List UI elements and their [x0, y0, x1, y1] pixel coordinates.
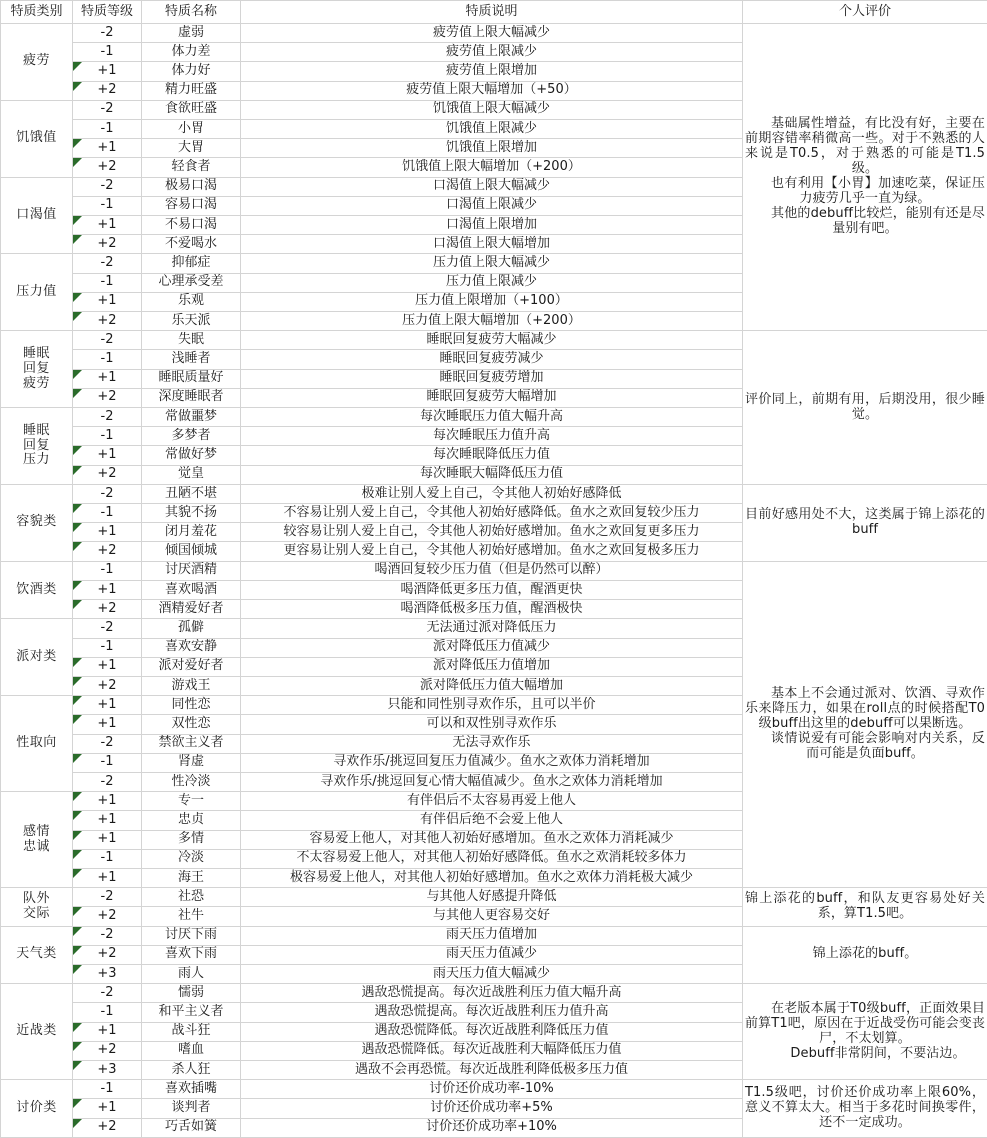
trait-name-cell: 喜欢下雨 — [142, 945, 241, 964]
evaluation-cell — [743, 926, 987, 984]
category-cell: 性取向 — [1, 696, 73, 792]
level-cell: -2 — [73, 24, 142, 43]
trait-description-cell: 讨价还价成功率-10% — [241, 1080, 743, 1099]
category-cell: 睡眠 回复 疲劳 — [1, 331, 73, 408]
level-cell: +1 — [73, 696, 142, 715]
trait-name-cell: 社牛 — [142, 907, 241, 926]
table-row — [1, 24, 987, 43]
trait-description-cell: 疲劳值上限减少 — [241, 43, 743, 62]
trait-name-cell: 同性恋 — [142, 696, 241, 715]
trait-description-cell: 极难让别人爱上自己，令其他人初始好感降低 — [241, 484, 743, 503]
level-cell: +2 — [73, 907, 142, 926]
trait-name-cell: 雨人 — [142, 964, 241, 983]
trait-description-cell: 每次睡眠大幅降低压力值 — [241, 465, 743, 484]
trait-name-cell: 精力旺盛 — [142, 81, 241, 100]
trait-name-cell: 极易口渴 — [142, 177, 241, 196]
trait-description-cell: 容易爱上他人，对其他人初始好感增加。鱼水之欢体力消耗减少 — [241, 830, 743, 849]
category-cell: 天气类 — [1, 926, 73, 984]
trait-description-cell: 口渴值上限增加 — [241, 216, 743, 235]
level-cell: +2 — [73, 465, 142, 484]
trait-description-cell: 压力值上限减少 — [241, 273, 743, 292]
level-cell: +1 — [73, 216, 142, 235]
level-cell: +2 — [73, 676, 142, 695]
category-cell: 饮酒类 — [1, 561, 73, 619]
level-cell: +1 — [73, 369, 142, 388]
trait-name-cell: 食欲旺盛 — [142, 100, 241, 119]
header-cell-description: 特质说明 — [241, 1, 743, 24]
level-cell: +2 — [73, 1041, 142, 1060]
trait-description-cell: 压力值上限大幅增加（+200） — [241, 312, 743, 331]
evaluation-paragraph: 谈情说爱有可能会影响对内关系，反而可能是负面buff。 — [771, 730, 985, 761]
table-row — [1, 561, 987, 580]
level-cell: -2 — [73, 408, 142, 427]
evaluation-paragraph: 目前好感用处不大，这类属于锦上添花的buff — [745, 506, 985, 537]
level-cell: +1 — [73, 715, 142, 734]
evaluation-paragraph: 评价同上，前期有用，后期没用，很少睡觉。 — [745, 391, 985, 422]
category-cell: 派对类 — [1, 619, 73, 696]
trait-name-cell: 大胃 — [142, 139, 241, 158]
trait-description-cell: 喝酒降低极多压力值，醒酒极快 — [241, 600, 743, 619]
trait-description-cell: 喝酒降低更多压力值，醒酒更快 — [241, 580, 743, 599]
trait-description-cell: 遇敌恐慌降低。每次近战胜利降低压力值 — [241, 1022, 743, 1041]
category-cell: 讨价类 — [1, 1080, 73, 1138]
table-header-row — [1, 1, 987, 24]
level-cell: +1 — [73, 446, 142, 465]
trait-name-cell: 讨厌下雨 — [142, 926, 241, 945]
evaluation-cell — [743, 24, 987, 331]
level-cell: +2 — [73, 600, 142, 619]
trait-name-cell: 常做好梦 — [142, 446, 241, 465]
trait-description-cell: 睡眠回复疲劳减少 — [241, 350, 743, 369]
level-cell: -2 — [73, 984, 142, 1003]
level-cell: +2 — [73, 1118, 142, 1137]
trait-name-cell: 和平主义者 — [142, 1003, 241, 1022]
trait-description-cell: 派对降低压力值增加 — [241, 657, 743, 676]
trait-description-cell: 疲劳值上限大幅增加（+50） — [241, 81, 743, 100]
header-cell-evaluation: 个人评价 — [743, 1, 987, 24]
level-cell: +1 — [73, 292, 142, 311]
trait-description-cell: 派对降低压力值大幅增加 — [241, 676, 743, 695]
trait-name-cell: 虚弱 — [142, 24, 241, 43]
trait-description-cell: 无法寻欢作乐 — [241, 734, 743, 753]
trait-name-cell: 小胃 — [142, 120, 241, 139]
trait-name-cell: 派对爱好者 — [142, 657, 241, 676]
table-row — [1, 331, 987, 350]
level-cell: +1 — [73, 830, 142, 849]
level-cell: +1 — [73, 792, 142, 811]
trait-name-cell: 睡眠质量好 — [142, 369, 241, 388]
trait-name-cell: 多梦者 — [142, 427, 241, 446]
trait-name-cell: 酒精爱好者 — [142, 600, 241, 619]
trait-name-cell: 心理承受差 — [142, 273, 241, 292]
trait-description-cell: 不太容易爱上他人，对其他人初始好感降低。鱼水之欢消耗较多体力 — [241, 849, 743, 868]
level-cell: -1 — [73, 561, 142, 580]
evaluation-paragraph: 也有利用【小胃】加速吃菜，保证压力疲劳几乎一直为绿。 — [771, 176, 985, 207]
trait-description-cell: 疲劳值上限大幅减少 — [241, 24, 743, 43]
level-cell: -1 — [73, 196, 142, 215]
level-cell: +2 — [73, 235, 142, 254]
trait-description-cell: 更容易让别人爱上自己，令其他人初始好感增加。鱼水之欢回复极多压力 — [241, 542, 743, 561]
category-cell: 容貌类 — [1, 484, 73, 561]
trait-name-cell: 闭月羞花 — [142, 523, 241, 542]
level-cell: -2 — [73, 254, 142, 273]
level-cell: -2 — [73, 734, 142, 753]
level-cell: +2 — [73, 312, 142, 331]
level-cell: +1 — [73, 1099, 142, 1118]
level-cell: -1 — [73, 120, 142, 139]
level-cell: +1 — [73, 139, 142, 158]
trait-name-cell: 喜欢喝酒 — [142, 580, 241, 599]
level-cell: +2 — [73, 158, 142, 177]
evaluation-cell — [743, 888, 987, 926]
level-cell: +1 — [73, 657, 142, 676]
level-cell: -1 — [73, 1003, 142, 1022]
trait-description-cell: 讨价还价成功率+10% — [241, 1118, 743, 1137]
level-cell: -2 — [73, 177, 142, 196]
table-row — [1, 926, 987, 945]
trait-description-cell: 不容易让别人爱上自己，令其他人初始好感降低。鱼水之欢回复较少压力 — [241, 504, 743, 523]
table-row — [1, 484, 987, 503]
trait-name-cell: 嗜血 — [142, 1041, 241, 1060]
trait-name-cell: 讨厌酒精 — [142, 561, 241, 580]
evaluation-cell — [743, 561, 987, 887]
trait-description-cell: 寻欢作乐/挑逗回复压力值减少。鱼水之欢体力消耗增加 — [241, 753, 743, 772]
trait-name-cell: 不易口渴 — [142, 216, 241, 235]
table-row — [1, 1080, 987, 1099]
trait-description-cell: 睡眠回复疲劳增加 — [241, 369, 743, 388]
level-cell: +1 — [73, 523, 142, 542]
level-cell: +2 — [73, 81, 142, 100]
trait-description-cell: 口渴值上限大幅增加 — [241, 235, 743, 254]
evaluation-paragraph: 其他的debuff比较烂，能别有还是尽量别有吧。 — [771, 206, 985, 236]
evaluation-paragraph: 锦上添花的buff。 — [812, 946, 918, 962]
evaluation-cell — [743, 484, 987, 561]
level-cell: +1 — [73, 1022, 142, 1041]
trait-name-cell: 肾虚 — [142, 753, 241, 772]
evaluation-paragraph: 锦上添花的buff，和队友更容易处好关系，算T1.5吧。 — [745, 890, 985, 921]
trait-name-cell: 乐观 — [142, 292, 241, 311]
trait-description-cell: 饥饿值上限减少 — [241, 120, 743, 139]
table-row — [1, 984, 987, 1003]
trait-name-cell: 觉皇 — [142, 465, 241, 484]
trait-description-cell: 无法通过派对降低压力 — [241, 619, 743, 638]
trait-description-cell: 寻欢作乐/挑逗回复心情大幅值减少。鱼水之欢体力消耗增加 — [241, 772, 743, 791]
trait-name-cell: 谈判者 — [142, 1099, 241, 1118]
level-cell: -1 — [73, 350, 142, 369]
level-cell: -2 — [73, 888, 142, 907]
level-cell: -1 — [73, 273, 142, 292]
trait-description-cell: 压力值上限增加（+100） — [241, 292, 743, 311]
level-cell: -2 — [73, 619, 142, 638]
trait-description-cell: 遇敌恐慌提高。每次近战胜利压力值大幅升高 — [241, 984, 743, 1003]
trait-name-cell: 倾国倾城 — [142, 542, 241, 561]
trait-description-cell: 较容易让别人爱上自己，令其他人初始好感增加。鱼水之欢回复更多压力 — [241, 523, 743, 542]
trait-name-cell: 忠贞 — [142, 811, 241, 830]
level-cell: -1 — [73, 1080, 142, 1099]
trait-name-cell: 乐天派 — [142, 312, 241, 331]
trait-name-cell: 抑郁症 — [142, 254, 241, 273]
trait-description-cell: 每次睡眠降低压力值 — [241, 446, 743, 465]
trait-name-cell: 社恐 — [142, 888, 241, 907]
level-cell: +2 — [73, 542, 142, 561]
trait-description-cell: 遇敌恐慌提高。每次近战胜利压力值升高 — [241, 1003, 743, 1022]
trait-name-cell: 专一 — [142, 792, 241, 811]
level-cell: -1 — [73, 753, 142, 772]
trait-description-cell: 口渴值上限减少 — [241, 196, 743, 215]
trait-name-cell: 失眠 — [142, 331, 241, 350]
trait-name-cell: 战斗狂 — [142, 1022, 241, 1041]
trait-description-cell: 与其他人更容易交好 — [241, 907, 743, 926]
trait-description-cell: 遇敌恐慌降低。每次近战胜利大幅降低压力值 — [241, 1041, 743, 1060]
trait-name-cell: 游戏王 — [142, 676, 241, 695]
trait-name-cell: 丑陋不堪 — [142, 484, 241, 503]
trait-name-cell: 性冷淡 — [142, 772, 241, 791]
evaluation-cell — [743, 1080, 987, 1138]
trait-description-cell: 有伴侣后不太容易再爱上他人 — [241, 792, 743, 811]
trait-name-cell: 深度睡眠者 — [142, 388, 241, 407]
level-cell: -1 — [73, 638, 142, 657]
trait-description-cell: 喝酒回复较少压力值（但是仍然可以醉） — [241, 561, 743, 580]
evaluation-paragraph: T1.5级吧，讨价还价成功率上限60%，意义不算太大。相当于多花时间换零件，还不一定成功。 — [745, 1085, 985, 1131]
evaluation-paragraph: Debuff非常阴间，不要沾边。 — [790, 1045, 966, 1061]
level-cell: +2 — [73, 945, 142, 964]
header-cell-name: 特质名称 — [142, 1, 241, 24]
category-cell: 口渴值 — [1, 177, 73, 254]
level-cell: +1 — [73, 580, 142, 599]
trait-description-cell: 睡眠回复疲劳大幅增加 — [241, 388, 743, 407]
trait-name-cell: 巧舌如簧 — [142, 1118, 241, 1137]
trait-name-cell: 轻食者 — [142, 158, 241, 177]
trait-description-cell: 每次睡眠压力值升高 — [241, 427, 743, 446]
level-cell: +1 — [73, 868, 142, 887]
category-cell: 压力值 — [1, 254, 73, 331]
trait-name-cell: 不爱喝水 — [142, 235, 241, 254]
trait-description-cell: 压力值上限大幅减少 — [241, 254, 743, 273]
level-cell: -1 — [73, 504, 142, 523]
header-cell-level: 特质等级 — [73, 1, 142, 24]
trait-name-cell: 杀人狂 — [142, 1060, 241, 1079]
trait-description-cell: 疲劳值上限增加 — [241, 62, 743, 81]
table-row — [1, 888, 987, 907]
trait-name-cell: 喜欢插嘴 — [142, 1080, 241, 1099]
evaluation-cell — [743, 984, 987, 1080]
trait-description-cell: 睡眠回复疲劳大幅减少 — [241, 331, 743, 350]
level-cell: -1 — [73, 43, 142, 62]
header-cell-category: 特质类别 — [1, 1, 73, 24]
trait-name-cell: 双性恋 — [142, 715, 241, 734]
trait-name-cell: 喜欢安静 — [142, 638, 241, 657]
trait-name-cell: 多情 — [142, 830, 241, 849]
level-cell: +3 — [73, 1060, 142, 1079]
trait-description-cell: 饥饿值上限大幅增加（+200） — [241, 158, 743, 177]
trait-description-cell: 雨天压力值大幅减少 — [241, 964, 743, 983]
trait-description-cell: 极容易爱上他人，对其他人初始好感增加。鱼水之欢体力消耗极大减少 — [241, 868, 743, 887]
trait-name-cell: 禁欲主义者 — [142, 734, 241, 753]
level-cell: -1 — [73, 427, 142, 446]
evaluation-cell — [743, 331, 987, 485]
trait-description-cell: 口渴值上限大幅减少 — [241, 177, 743, 196]
trait-description-cell: 派对降低压力值减少 — [241, 638, 743, 657]
trait-name-cell: 容易口渴 — [142, 196, 241, 215]
trait-description-cell: 可以和双性别寻欢作乐 — [241, 715, 743, 734]
trait-name-cell: 海王 — [142, 868, 241, 887]
trait-description-cell: 雨天压力值增加 — [241, 926, 743, 945]
trait-description-cell: 每次睡眠压力值大幅升高 — [241, 408, 743, 427]
trait-description-cell: 雨天压力值减少 — [241, 945, 743, 964]
trait-name-cell: 体力好 — [142, 62, 241, 81]
level-cell: -2 — [73, 484, 142, 503]
category-cell: 感情 忠诚 — [1, 792, 73, 888]
trait-name-cell: 体力差 — [142, 43, 241, 62]
category-cell: 近战类 — [1, 984, 73, 1080]
level-cell: +2 — [73, 388, 142, 407]
category-cell: 队外 交际 — [1, 888, 73, 926]
trait-name-cell: 孤僻 — [142, 619, 241, 638]
trait-description-cell: 有伴侣后绝不会爱上他人 — [241, 811, 743, 830]
trait-description-cell: 饥饿值上限增加 — [241, 139, 743, 158]
trait-description-cell: 遇敌不会再恐慌。每次近战胜利降低极多压力值 — [241, 1060, 743, 1079]
level-cell: +1 — [73, 62, 142, 81]
level-cell: -2 — [73, 772, 142, 791]
category-cell: 疲劳 — [1, 24, 73, 101]
trait-name-cell: 浅睡者 — [142, 350, 241, 369]
category-cell: 饥饿值 — [1, 100, 73, 177]
trait-description-cell: 讨价还价成功率+5% — [241, 1099, 743, 1118]
evaluation-paragraph: 在老版本属于T0级buff，正面效果目前算T1吧，原因在于近战受伤可能会变丧尸，不太划算。 — [745, 1000, 985, 1046]
level-cell: -2 — [73, 100, 142, 119]
trait-name-cell: 其貌不扬 — [142, 504, 241, 523]
trait-name-cell: 冷淡 — [142, 849, 241, 868]
trait-name-cell: 常做噩梦 — [142, 408, 241, 427]
level-cell: -1 — [73, 849, 142, 868]
level-cell: +1 — [73, 811, 142, 830]
trait-name-cell: 懦弱 — [142, 984, 241, 1003]
trait-description-cell: 只能和同性别寻欢作乐，且可以半价 — [241, 696, 743, 715]
level-cell: +3 — [73, 964, 142, 983]
category-cell: 睡眠 回复 压力 — [1, 408, 73, 485]
evaluation-paragraph: 基础属性增益，有比没有好，主要在前期容错率稍微高一些。对于不熟悉的人来说是T0.5，对于熟悉的可能是T1.5级。 — [745, 116, 985, 177]
evaluation-paragraph: 基本上不会通过派对、饮酒、寻欢作乐来降压力，如果在roll点的时候搭配T0级buff出这里的debuff可以果断选。 — [745, 686, 985, 731]
trait-description-cell: 与其他人好感提升降低 — [241, 888, 743, 907]
trait-description-cell: 饥饿值上限大幅减少 — [241, 100, 743, 119]
level-cell: -2 — [73, 331, 142, 350]
level-cell: -2 — [73, 926, 142, 945]
